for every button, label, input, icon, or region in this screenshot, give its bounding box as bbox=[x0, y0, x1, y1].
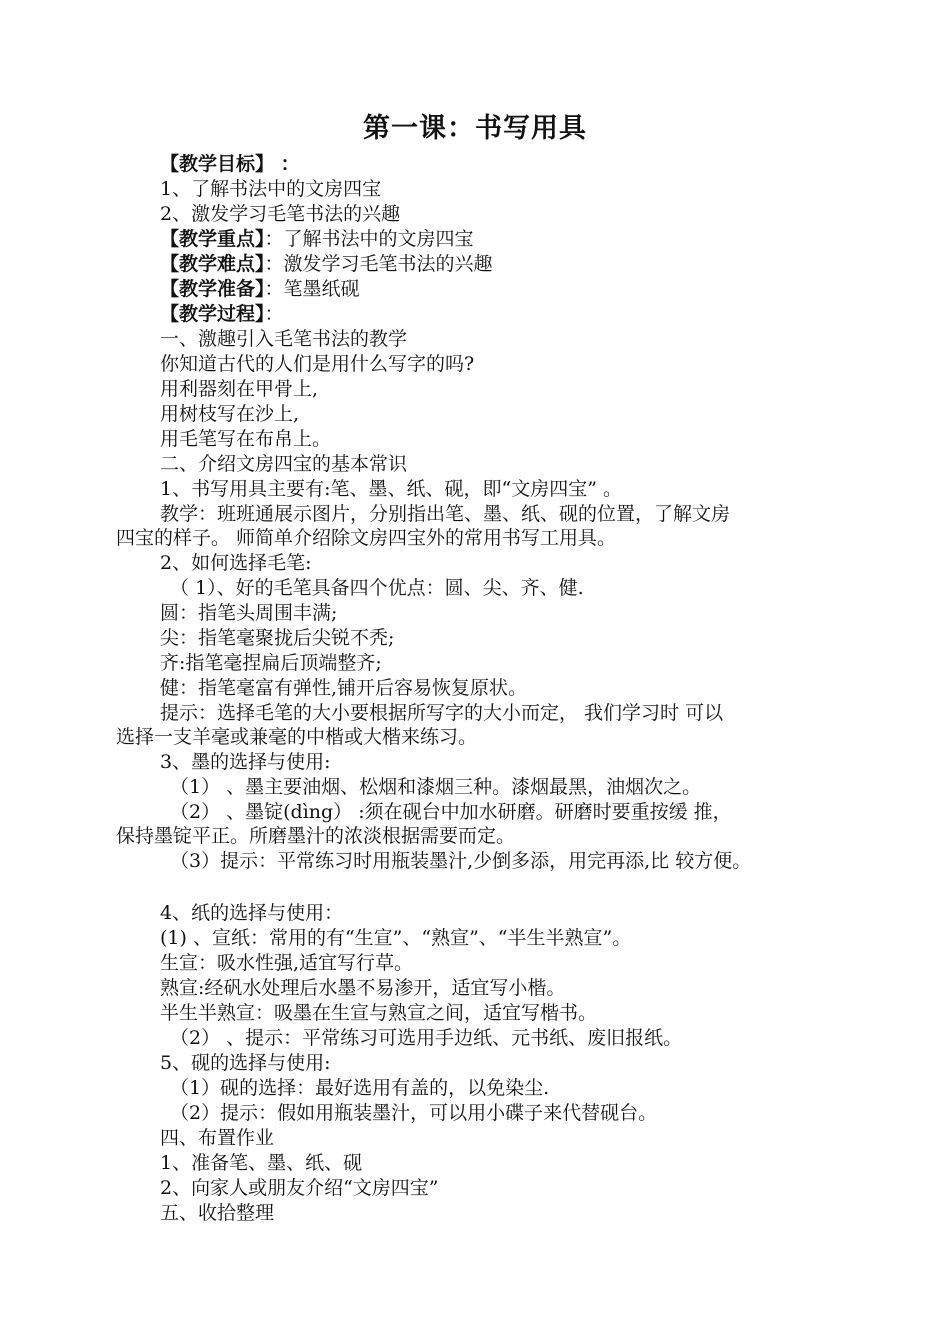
body-line: 四、布置作业 bbox=[160, 1127, 275, 1149]
body-line: (1) 、宣纸：常用的有“生宣”、“熟宣”、“半生半熟宣”。 bbox=[160, 927, 632, 949]
body-line: 齐:指笔毫捏扁后顶端整齐; bbox=[160, 652, 382, 674]
body-line: （1）砚的选择：最好选用有盖的，以免染尘. bbox=[170, 1077, 550, 1099]
body-line: 用利器刻在甲骨上, bbox=[160, 378, 319, 400]
body-line: 用毛笔写在布帛上。 bbox=[160, 428, 332, 450]
body-line: 你知道古代的人们是用什么写字的吗? bbox=[160, 353, 475, 375]
body-line: （2）提示：假如用瓶装墨汁，可以用小碟子来代替砚台。 bbox=[170, 1102, 658, 1124]
body-line: 尖：指笔毫聚拢后尖锐不秃; bbox=[160, 627, 395, 649]
objectives-label: 【教学目标】 bbox=[160, 153, 275, 175]
process-value: ： bbox=[264, 303, 284, 325]
body-line: （2） 、墨锭(dìng） :须在砚台中加水研磨。研磨时要重按缓 推， bbox=[170, 801, 732, 823]
difficulty-label: 【教学难点】 bbox=[160, 253, 265, 275]
body-line: 教学：班班通展示图片，分别指出笔、墨、纸、砚的位置，了解文房 bbox=[160, 503, 731, 525]
body-line: 四宝的样子。 师简单介绍除文房四宝外的常用书写工用具。 bbox=[116, 527, 617, 549]
objectives-heading bbox=[160, 152, 300, 176]
body-line: 熟宣:经矾水处理后水墨不易渗开，适宜写小楷。 bbox=[160, 977, 566, 999]
body-line: 2、向家人或朋友介绍“文房四宝” bbox=[160, 1177, 439, 1199]
body-line: 二、介绍文房四宝的基本常识 bbox=[160, 453, 408, 475]
body-line: 5、砚的选择与使用: bbox=[160, 1052, 331, 1074]
preparation-label: 【教学准备】 bbox=[160, 278, 265, 300]
body-line: （ 1）、好的毛笔具备四个优点：圆、尖、齐、健. bbox=[170, 577, 584, 599]
key-point-label: 【教学重点】 bbox=[160, 228, 265, 250]
body-line: （1） 、墨主要油烟、松烟和漆烟三种。漆烟最黑，油烟次之。 bbox=[170, 776, 702, 798]
body-line: 圆：指笔头周围丰满; bbox=[160, 602, 338, 624]
preparation-value: ：笔墨纸砚 bbox=[264, 278, 360, 300]
process-label: 【教学过程】 bbox=[160, 303, 265, 325]
difficulty-value: ：激发学习毛笔书法的兴趣 bbox=[264, 253, 493, 275]
preparation bbox=[160, 277, 360, 301]
body-line: （2） 、提示：平常练习可选用手边纸、元书纸、废旧报纸。 bbox=[170, 1027, 683, 1049]
body-line: 健：指笔毫富有弹性,铺开后容易恢复原状。 bbox=[160, 677, 528, 699]
body-line: 2、如何选择毛笔: bbox=[160, 552, 312, 574]
body-line: 3、墨的选择与使用: bbox=[160, 751, 331, 773]
body-line: 一、激趣引入毛笔书法的教学 bbox=[160, 328, 408, 350]
body-line: 半生半熟宣：吸墨在生宣与熟宣之间，适宜写楷书。 bbox=[160, 1002, 598, 1024]
key-point-value: ：了解书法中的文房四宝 bbox=[264, 228, 474, 250]
key-point bbox=[160, 227, 474, 251]
body-line: 选择一支羊毫或兼毫的中楷或大楷来练习。 bbox=[116, 726, 478, 748]
body-line: 五、收拾整理 bbox=[160, 1202, 275, 1224]
objectives-suffix: ： bbox=[274, 153, 300, 175]
body-line: 1、书写用具主要有:笔、墨、纸、砚，即“文房四宝” 。 bbox=[160, 478, 622, 500]
body-line: 保持墨锭平正。所磨墨汁的浓淡根据需要而定。 bbox=[116, 825, 516, 847]
page-title: 第一课：书写用具 bbox=[363, 113, 587, 144]
body-line: 生宣：吸水性强,适宜写行草。 bbox=[160, 952, 414, 974]
process bbox=[160, 302, 284, 326]
body-line: 1、准备笔、墨、纸、砚 bbox=[160, 1152, 363, 1174]
difficulty bbox=[160, 252, 493, 276]
body-line: （3）提示：平常练习时用瓶装墨汁,少倒多添，用完再添,比 较方便。 bbox=[170, 850, 752, 872]
body-line: 提示：选择毛笔的大小要根据所写字的大小而定， 我们学习时 可以 bbox=[160, 702, 724, 724]
objective-item: 2、激发学习毛笔书法的兴趣 bbox=[160, 203, 401, 225]
body-line: 4、纸的选择与使用： bbox=[160, 902, 344, 924]
body-line: 用树枝写在沙上, bbox=[160, 403, 300, 425]
objective-item: 1、了解书法中的文房四宝 bbox=[160, 178, 382, 200]
